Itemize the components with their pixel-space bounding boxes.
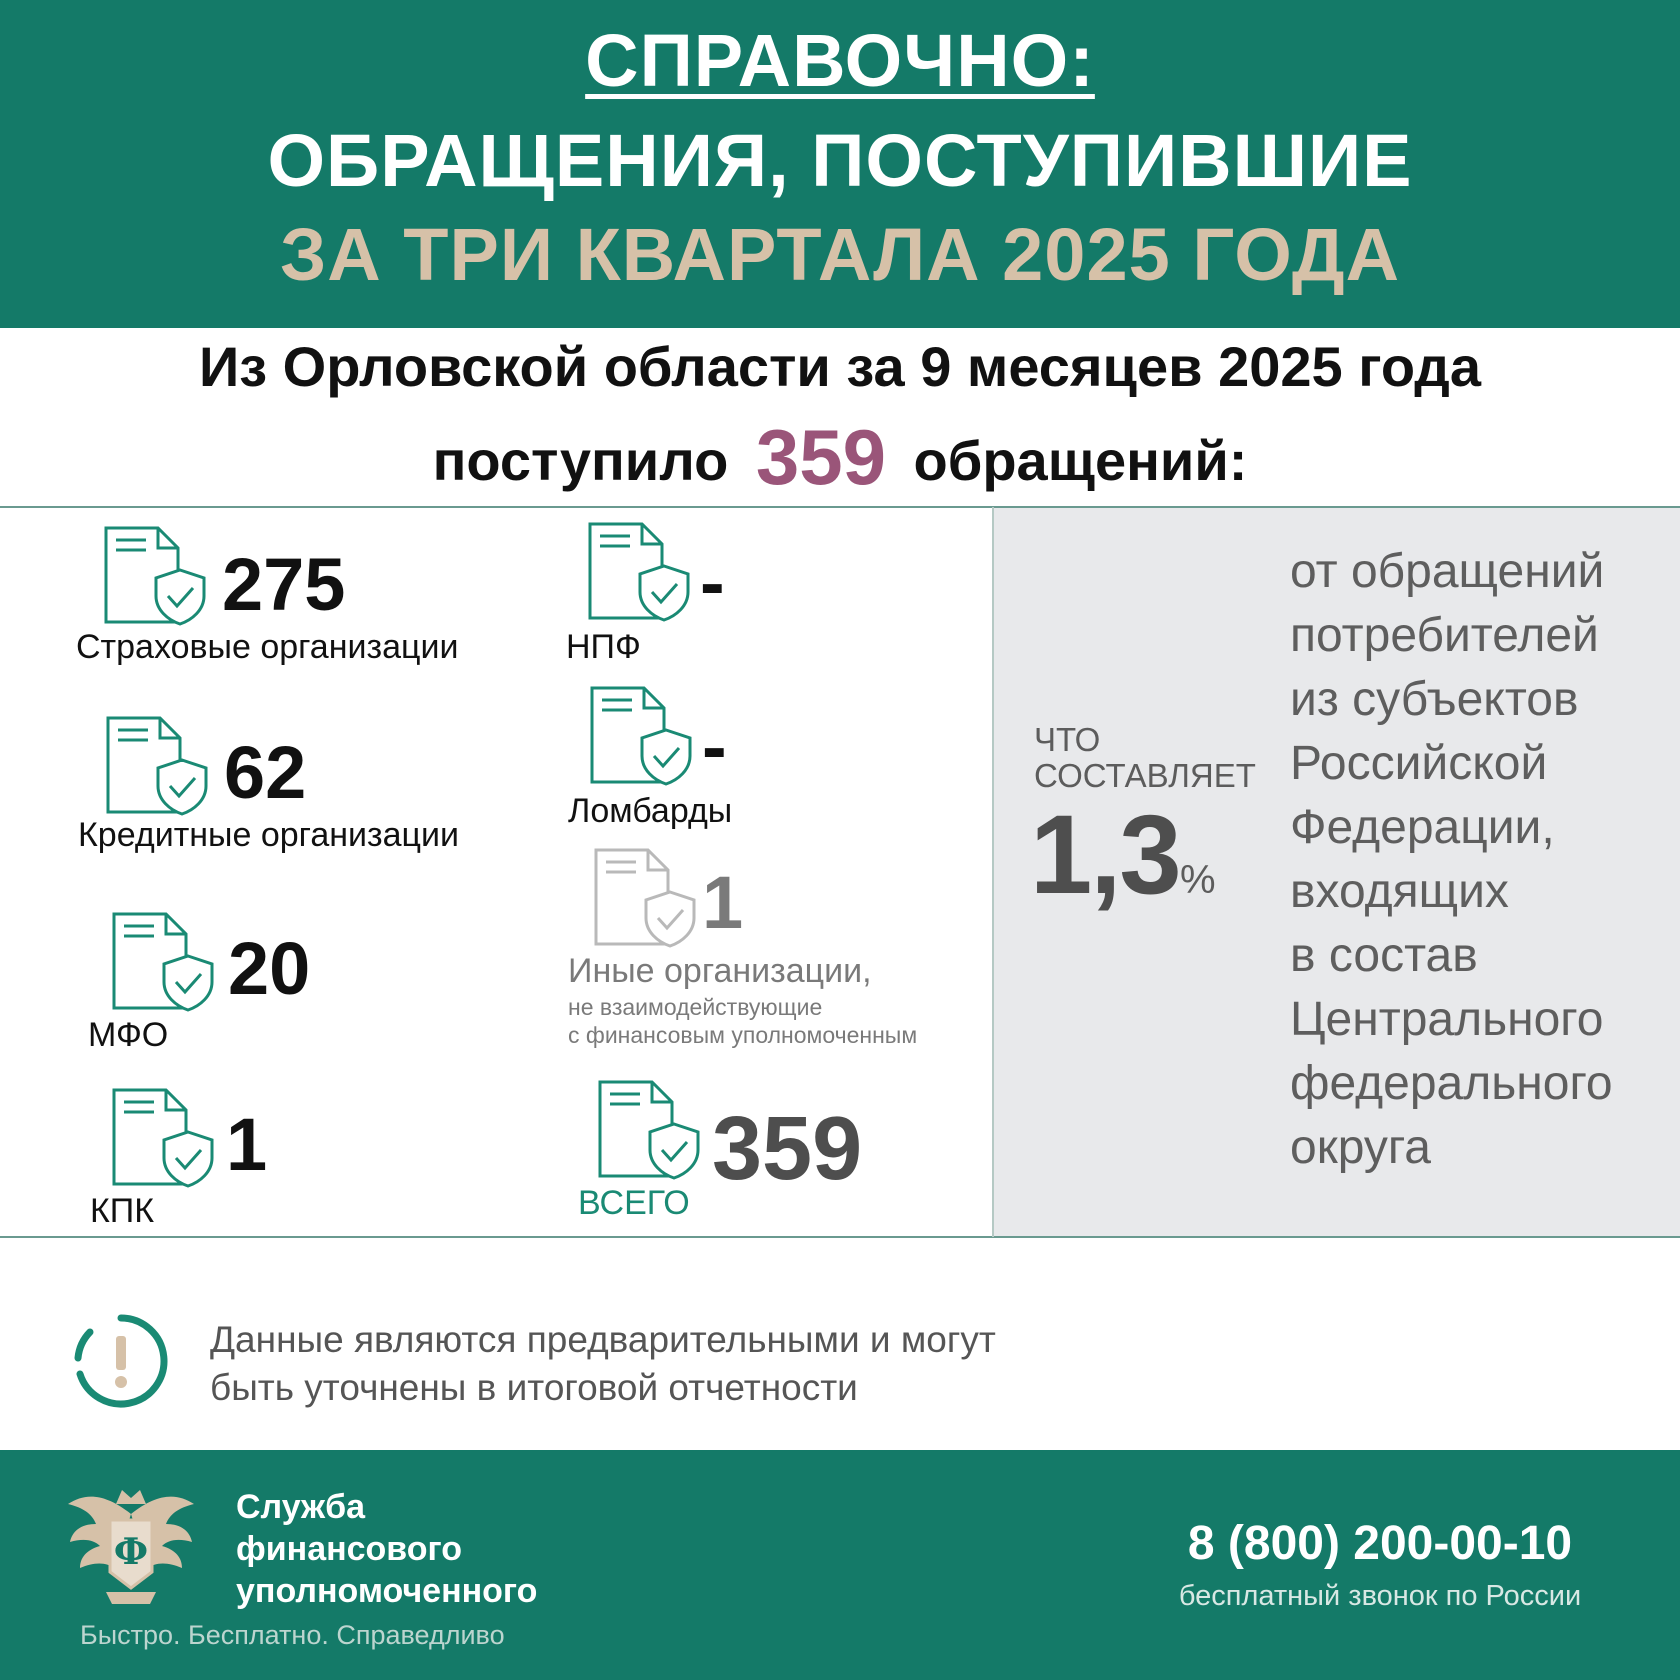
disclaimer-line-2: быть уточнены в итоговой отчетности [210,1367,858,1408]
summary-line: Из Орловской области за 9 месяцев 2025 года [199,335,1481,398]
share-text-line: федерального [1290,1057,1613,1110]
document-shield-icon [590,848,704,948]
insurance-label: Страховые организации [76,628,459,666]
eagle-emblem-logo [66,1484,196,1608]
pawnshop-count: - [702,705,727,788]
warning-icon [72,1312,170,1410]
other-label: Иные организации, [568,952,872,990]
document-shield-icon [108,1088,222,1188]
slogan: Быстро. Бесплатно. Справедливо [80,1620,505,1650]
npf-label: НПФ [566,628,641,666]
total-label: ВСЕГО [578,1184,690,1222]
share-text-line: потребителей [1290,609,1599,662]
header-title: СПРАВОЧНО: [585,19,1095,102]
share-text-line: округа [1290,1121,1431,1174]
npf-count: - [700,541,725,624]
org-name-line-2: финансового [236,1530,463,1568]
summary-before: поступило [432,429,729,492]
org-name-line-1: Служба [236,1488,366,1526]
share-label-line-2: СОСТАВЛЯЕТ [1034,757,1256,794]
share-text-line: Российской [1290,737,1548,790]
disclaimer-line-1: Данные являются предварительными и могут [210,1319,996,1360]
kpk-count: 1 [226,1103,268,1186]
document-shield-icon [100,526,214,626]
other-sublabel-2: с финансовым уполномоченным [568,1022,918,1048]
header-subtitle: ОБРАЩЕНИЯ, ПОСТУПИВШИЕ [267,119,1413,202]
share-label [1034,722,1274,794]
summary-after: обращений: [913,429,1248,492]
share-text-line: входящих [1290,865,1509,918]
total-count: 359 [712,1099,863,1199]
document-shield-icon [594,1080,708,1180]
insurance-count: 275 [222,543,346,626]
credit-count: 62 [224,731,307,814]
share-unit: % [1180,858,1216,902]
mfo-label: МФО [88,1016,169,1054]
org-name-line-3: уполномоченного [236,1572,538,1610]
org-name [236,1486,636,1612]
document-shield-icon [102,716,216,816]
share-text-line: Федерации, [1290,801,1555,854]
header-period: ЗА ТРИ КВАРТАЛА 2025 ГОДА [279,213,1401,296]
share-text-line: от обращений [1290,545,1605,598]
hotline-note: бесплатный звонок по России [1178,1580,1582,1612]
credit-label: Кредитные организации [78,816,459,854]
header-banner [0,0,1680,328]
divider-vertical [992,507,994,1237]
divider-bottom [0,1236,1680,1238]
summary-total: 359 [755,413,886,501]
share-text-line: в состав [1290,929,1478,982]
document-shield-icon [584,522,698,622]
other-sublabel-1: не взаимодействующие [568,994,823,1020]
pawnshop-label: Ломбарды [568,792,733,830]
other-count: 1 [702,861,744,944]
share-value: 1,3 [1030,792,1180,917]
share-text-line: Центрального [1290,993,1604,1046]
summary-total-line [0,412,1680,503]
hotline-phone[interactable]: 8 (800) 200-00-10 [1187,1517,1573,1570]
mfo-count: 20 [228,927,311,1010]
document-shield-icon [586,686,700,786]
share-label-line-1: ЧТО [1034,721,1101,758]
svg-text:Ф: Ф [113,1531,149,1573]
disclaimer [210,1316,1110,1412]
share-description [1290,540,1670,1180]
share-text-line: из субъектов [1290,673,1579,726]
kpk-label: КПК [90,1192,155,1230]
document-shield-icon [108,912,222,1012]
